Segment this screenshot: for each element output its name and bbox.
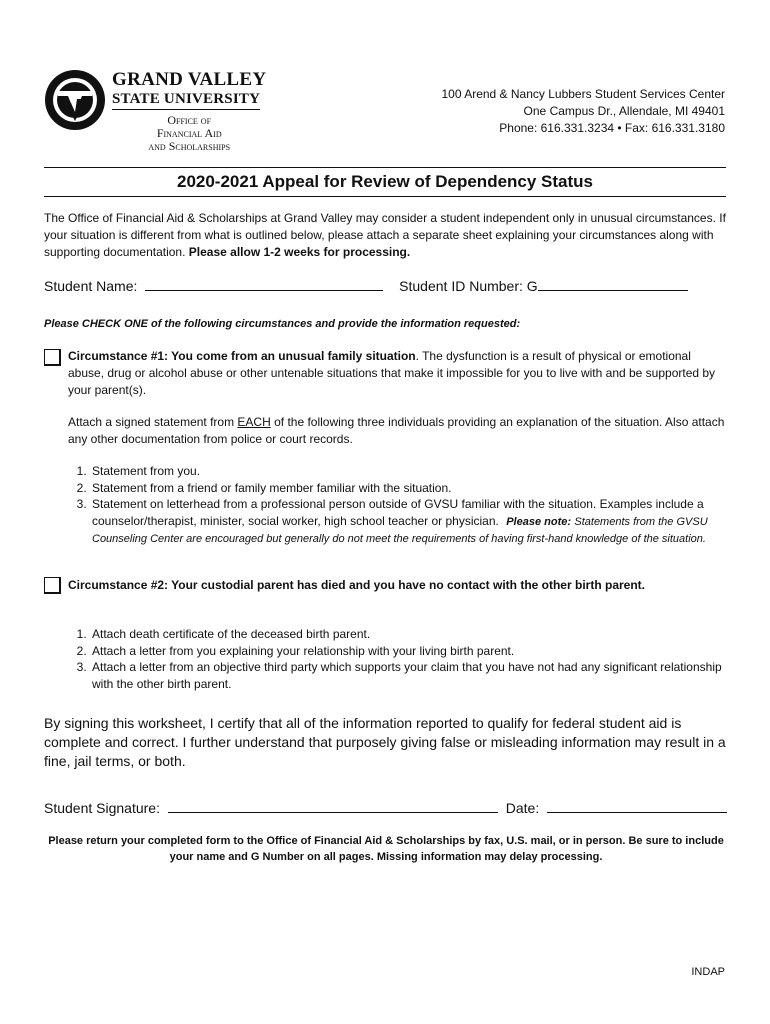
list-item-text: Statement on letterhead from a professional person outside of GVSU familiar with the situation. Examples include a counselor/therapist, minister, social worker, high school teacher or physician. — [92, 497, 704, 528]
office-address — [442, 86, 726, 137]
attach-each: EACH — [237, 415, 271, 429]
intro-paragraph — [44, 210, 728, 261]
logo-line2: STATE UNIVERSITY — [112, 91, 260, 110]
attach-pre: Attach a signed statement from — [68, 415, 238, 429]
form-title: 2020-2021 Appeal for Review of Dependency Status — [176, 172, 594, 191]
list-item: 2. Attach a letter from you explaining your relationship with your living birth parent. — [90, 643, 728, 660]
student-name-label: Student Name: — [44, 278, 138, 294]
check-one-instruction: Please CHECK ONE of the following circumstances and provide the information requested: — [44, 318, 521, 330]
office-line1: Office of — [167, 113, 212, 127]
certification-statement: By signing this worksheet, I certify that all of the information reported to qualify for federal student aid is complete and correct. I further understand that purposely giving false or misleading information may result in a fine, jail terms, or both. — [44, 715, 726, 769]
address-contact: Phone: 616.331.3234 • Fax: 616.331.3180 — [499, 121, 725, 135]
signature-row — [44, 798, 728, 816]
circumstance1-text: . The dysfunction is a result of physical or emotional abuse, drug or alcohol abuse or other untenable situations that make it impossible for you to live with and be supported by your parent(s). — [68, 349, 716, 397]
intro-processing-note: Please allow 1-2 weeks for processing. — [188, 245, 411, 259]
student-name-field[interactable] — [145, 276, 383, 291]
logo-line1: GRAND VALLEY — [112, 69, 267, 90]
note-label: Please note: — [506, 515, 572, 528]
signature-label: Student Signature: — [44, 800, 160, 816]
list-item: 2. Statement from a friend or family member familiar with the situation. — [90, 480, 728, 497]
date-label: Date: — [505, 800, 540, 816]
list-item — [90, 496, 728, 548]
form-code: INDAP — [691, 966, 725, 978]
circumstance2-description — [68, 577, 698, 594]
date-field[interactable] — [547, 798, 727, 813]
student-id-label: Student ID Number: G — [399, 278, 538, 294]
return-instructions: Please return your completed form to the Office of Financial Aid & Scholarships by fax, U.S. mail, or in person. Be sure to include your name and G Number on all pages. Missing information may delay processing. — [48, 835, 724, 863]
circumstance1-heading: Circumstance #1: You come from an unusual family situation — [68, 349, 416, 363]
student-id-field[interactable] — [538, 276, 688, 291]
gvsu-logo-icon — [44, 69, 106, 131]
circumstance2-list — [68, 626, 728, 692]
form-title-bar — [44, 167, 726, 197]
circumstance2-checkbox[interactable] — [44, 577, 61, 594]
intro-text: The Office of Financial Aid & Scholarships at Grand Valley may consider a student independent only in unusual circumstances. If your situation is different from what is outlined below, please attach a separate sheet explaining your circumstances along with supporting documentation. — [44, 211, 726, 259]
circumstance1-attach-instruction — [68, 414, 728, 448]
circumstance1-description — [68, 348, 728, 399]
circumstance1-checkbox[interactable] — [44, 349, 61, 366]
address-line2: One Campus Dr., Allendale, MI 49401 — [523, 104, 725, 118]
university-logo-text — [112, 70, 266, 153]
circumstance2-heading: Circumstance #2: Your custodial parent has died and you have no contact with the other birth parent. — [68, 578, 645, 592]
note-text: Statements from the GVSU Counseling Center are encouraged but generally do not meet the requirements of having first-hand knowledge of the situation. — [92, 515, 708, 545]
list-item: 1. Attach death certificate of the deceased birth parent. — [90, 626, 728, 643]
office-line3: and Scholarships — [148, 139, 231, 153]
signature-field[interactable] — [168, 798, 498, 813]
circumstance1-list — [68, 463, 728, 548]
student-info-row — [44, 276, 728, 294]
list-item: 1. Statement from you. — [90, 463, 728, 480]
office-line2: Financial Aid — [156, 126, 222, 140]
list-item: 3. Attach a letter from an objective third party which supports your claim that you have not had any significant relationship with the other birth parent. — [90, 659, 728, 692]
attach-post: of the following three individuals providing an explanation of the situation. Also attach any other documentation from police or court records. — [68, 415, 725, 446]
office-name — [112, 114, 266, 153]
address-line1: 100 Arend & Nancy Lubbers Student Services Center — [441, 87, 725, 101]
